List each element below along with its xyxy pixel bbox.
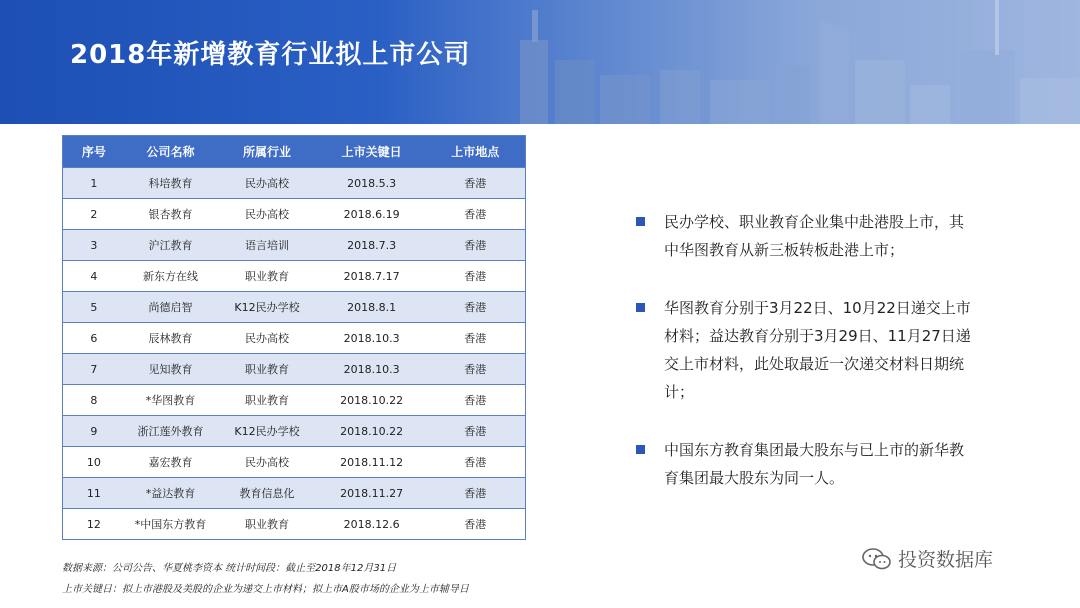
bullet-text: 华图教育分别于3月22日、10月22日递交上市材料；益达教育分别于3月29日、11月27日递交上市材料，此处取最近一次递交材料日期统计； (664, 299, 971, 401)
cell-industry: 教育信息化 (216, 478, 318, 509)
table-header-row (63, 136, 526, 168)
cell-key-date: 2018.10.22 (318, 385, 426, 416)
cell-company: 辰林教育 (125, 323, 217, 354)
table-row (63, 323, 526, 354)
cell-company: *华图教育 (125, 385, 217, 416)
ipo-companies-table (62, 135, 526, 540)
cell-location: 香港 (426, 354, 526, 385)
table-row (63, 385, 526, 416)
cell-index: 1 (63, 168, 125, 199)
cell-company: 浙江莲外教育 (125, 416, 217, 447)
cell-company: 银杏教育 (125, 199, 217, 230)
cell-company: 科培教育 (125, 168, 217, 199)
watermark-text: 投资数据库 (898, 549, 994, 571)
cell-location: 香港 (426, 416, 526, 447)
cell-location: 香港 (426, 509, 526, 540)
table-row (63, 199, 526, 230)
cell-key-date: 2018.12.6 (318, 509, 426, 540)
table-row (63, 416, 526, 447)
wechat-icon (862, 547, 892, 571)
table-row (63, 478, 526, 509)
cell-industry: K12民办学校 (216, 416, 318, 447)
table-row (63, 261, 526, 292)
cell-key-date: 2018.10.22 (318, 416, 426, 447)
column-header-location: 上市地点 (426, 136, 526, 168)
table-row (63, 447, 526, 478)
bullet-text: 中国东方教育集团最大股东与已上市的新华教育集团最大股东为同一人。 (664, 441, 965, 487)
page-title: 2018年新增教育行业拟上市公司 (70, 40, 471, 70)
column-header-key-date: 上市关键日 (318, 136, 426, 168)
cell-location: 香港 (426, 478, 526, 509)
cell-location: 香港 (426, 323, 526, 354)
cell-key-date: 2018.10.3 (318, 323, 426, 354)
cell-key-date: 2018.10.3 (318, 354, 426, 385)
cell-industry: 民办高校 (216, 323, 318, 354)
cell-index: 12 (63, 509, 125, 540)
cell-company: 嘉宏教育 (125, 447, 217, 478)
column-header-company: 公司名称 (125, 136, 217, 168)
table-row (63, 509, 526, 540)
bullet-item (636, 436, 976, 492)
cell-index: 11 (63, 478, 125, 509)
cell-index: 4 (63, 261, 125, 292)
bullet-text: 民办学校、职业教育企业集中赴港股上市，其中华图教育从新三板转板赴港上市； (664, 213, 965, 259)
cell-location: 香港 (426, 199, 526, 230)
bullet-item (636, 294, 976, 406)
cell-location: 香港 (426, 292, 526, 323)
cell-key-date: 2018.7.3 (318, 230, 426, 261)
cell-index: 8 (63, 385, 125, 416)
table-row (63, 230, 526, 261)
cell-index: 9 (63, 416, 125, 447)
bullet-list (636, 208, 976, 522)
data-source-note: 数据来源：公司公告、华夏桃李资本 统计时间段：截止至2018年12月31日 (62, 563, 397, 574)
column-header-index: 序号 (63, 136, 125, 168)
cell-industry: 职业教育 (216, 354, 318, 385)
cell-key-date: 2018.6.19 (318, 199, 426, 230)
cell-index: 10 (63, 447, 125, 478)
cell-index: 7 (63, 354, 125, 385)
cell-index: 6 (63, 323, 125, 354)
cell-industry: 语言培训 (216, 230, 318, 261)
cell-industry: K12民办学校 (216, 292, 318, 323)
cell-industry: 职业教育 (216, 385, 318, 416)
cell-company: 新东方在线 (125, 261, 217, 292)
cell-company: *益达教育 (125, 478, 217, 509)
cell-location: 香港 (426, 385, 526, 416)
cell-industry: 民办高校 (216, 199, 318, 230)
cell-key-date: 2018.7.17 (318, 261, 426, 292)
header-banner (0, 0, 1080, 124)
table-row (63, 168, 526, 199)
table-row (63, 292, 526, 323)
cell-industry: 民办高校 (216, 447, 318, 478)
cell-index: 2 (63, 199, 125, 230)
cell-company: 沪江教育 (125, 230, 217, 261)
cell-company: 尚德启智 (125, 292, 217, 323)
cell-key-date: 2018.8.1 (318, 292, 426, 323)
cell-index: 5 (63, 292, 125, 323)
table-row (63, 354, 526, 385)
cell-industry: 职业教育 (216, 261, 318, 292)
cell-location: 香港 (426, 230, 526, 261)
square-bullet-icon (636, 303, 645, 312)
cell-industry: 民办高校 (216, 168, 318, 199)
square-bullet-icon (636, 445, 645, 454)
cell-key-date: 2018.11.12 (318, 447, 426, 478)
bullet-item (636, 208, 976, 264)
cell-key-date: 2018.5.3 (318, 168, 426, 199)
cell-index: 3 (63, 230, 125, 261)
cell-company: *中国东方教育 (125, 509, 217, 540)
cell-key-date: 2018.11.27 (318, 478, 426, 509)
cell-location: 香港 (426, 447, 526, 478)
watermark (862, 545, 993, 572)
cell-location: 香港 (426, 168, 526, 199)
cell-company: 见知教育 (125, 354, 217, 385)
cell-industry: 职业教育 (216, 509, 318, 540)
cell-location: 香港 (426, 261, 526, 292)
square-bullet-icon (636, 217, 645, 226)
key-date-note: 上市关键日：拟上市港股及美股的企业为递交上市材料；拟上市A股市场的企业为上市辅导日 (62, 584, 469, 595)
column-header-industry: 所属行业 (216, 136, 318, 168)
